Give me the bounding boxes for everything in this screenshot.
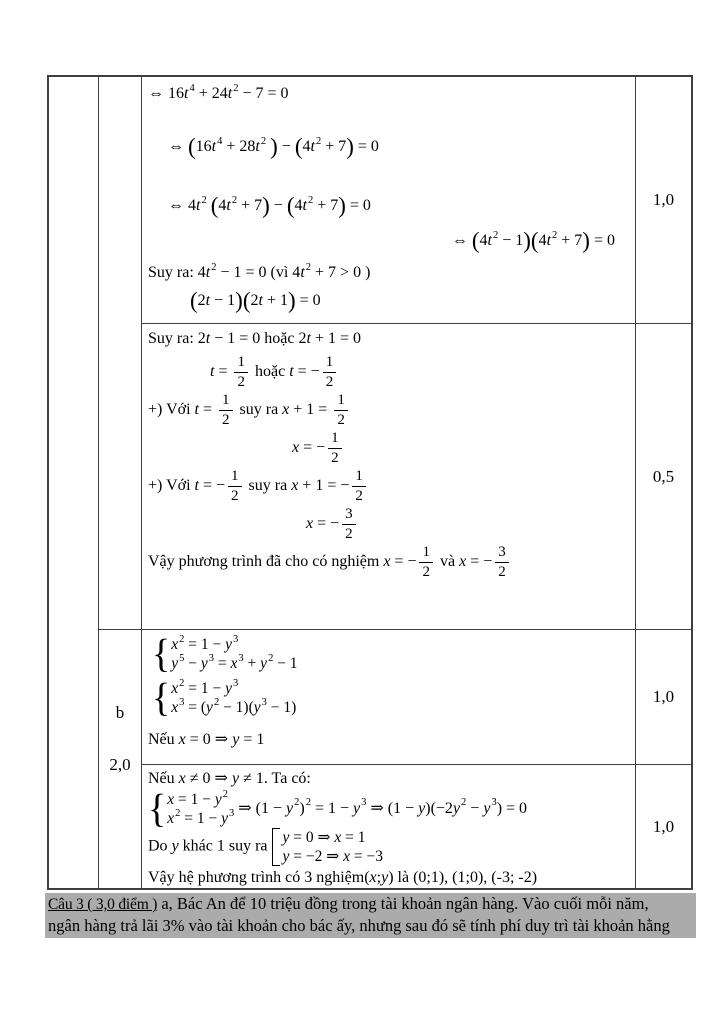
solution-line: [148, 328, 635, 350]
fraction: [342, 506, 356, 542]
math-fragment: 3: [238, 652, 244, 664]
math-fragment: 2: [492, 229, 499, 241]
math-fragment: t: [226, 197, 231, 214]
solution-line: [148, 262, 635, 284]
score-value: 0,5: [652, 466, 675, 486]
solution-line: [168, 194, 635, 217]
solution-line: [148, 468, 635, 504]
math-text: x = − $\frac{1}{2}$: [292, 439, 345, 456]
math-fragment: 1: [334, 392, 348, 411]
math-fragment: 2: [231, 194, 238, 206]
math-fragment: t: [205, 330, 211, 347]
math-fragment: 3: [361, 797, 367, 809]
math-fragment: y: [225, 636, 233, 653]
math-fragment: 2: [315, 135, 322, 147]
math-fragment: y: [418, 799, 426, 817]
question-3-text-1: a, Bác An để 10 triệu đồng trong tài khoản ngân hàng. Vào cuối mỗi năm,: [161, 894, 649, 913]
score-value: 1,0: [652, 190, 675, 209]
solution-line: [190, 289, 635, 312]
math-fragment: x: [178, 731, 186, 748]
math-fragment: y: [214, 791, 222, 808]
brace-symbol: {: [148, 786, 167, 831]
math-fragment: (: [188, 134, 196, 159]
math-fragment: 1: [352, 468, 366, 487]
math-fragment: ): [338, 193, 346, 218]
math-text: ⇔ $16t^4 + 24t^2 - 7 = 0$: [148, 82, 289, 102]
math-fragment: [283, 828, 384, 866]
math-fragment: y: [231, 770, 240, 787]
math-fragment: 3: [342, 506, 356, 525]
math-fragment: 2: [175, 807, 181, 819]
math-fragment: t: [194, 476, 199, 494]
math-fragment: 3: [495, 544, 509, 563]
fraction: [228, 468, 242, 504]
math-fragment: t: [487, 232, 492, 249]
math-fragment: x: [171, 680, 179, 697]
math-fragment: (: [471, 228, 480, 253]
math-fragment: y: [353, 799, 361, 817]
math-fragment: (: [286, 193, 295, 218]
math-fragment: 2: [345, 525, 353, 542]
math-fragment: 2: [325, 373, 334, 390]
solution-line: [148, 867, 635, 888]
math-text: ⇔ $(4t^2 - 1)(4t^2 + 7) = 0$: [451, 228, 615, 253]
math-fragment: 2: [201, 194, 207, 206]
math-fragment: 2: [237, 373, 245, 390]
math-fragment: x: [369, 869, 377, 886]
system-equation: $y^5 - y^3 = x^3 + y^2 - 1$: [171, 652, 298, 672]
math-fragment: y: [171, 837, 179, 855]
math-fragment: 2: [268, 652, 274, 664]
math-fragment: t: [289, 362, 294, 380]
math-text: +) Với t = $\frac{1}{2}$ suy ra x + 1 = $\frac{1}{2}$: [148, 401, 351, 418]
equation-system: [152, 675, 297, 720]
fraction: [419, 544, 433, 580]
math-fragment: ): [235, 288, 243, 313]
math-fragment: t: [255, 138, 260, 155]
math-text: Vậy phương trình đã cho có nghiệm x = − $\frac{1}{2}$ và x = − $\frac{3}{2}$: [148, 553, 512, 570]
part-label-cell: [99, 630, 142, 888]
math-fragment: x: [291, 476, 299, 494]
solution-line: [306, 506, 635, 542]
math-fragment: y: [221, 810, 229, 827]
math-fragment: x: [178, 770, 186, 787]
math-fragment: (: [190, 288, 198, 313]
math-fragment: t: [546, 232, 552, 249]
math-text: Suy ra: $4t^2 - 1 = 0$ (vì $4t^2 + 7 > 0$ ): [148, 261, 371, 281]
math-fragment: t: [300, 264, 305, 281]
math-fragment: 2: [222, 788, 229, 800]
math-fragment: 1: [419, 544, 433, 563]
math-fragment: y: [282, 829, 290, 846]
math-fragment: t: [258, 292, 263, 309]
solution-line: [210, 354, 635, 390]
math-fragment: x: [282, 400, 290, 418]
math-fragment: (: [210, 193, 219, 218]
math-fragment: y: [232, 731, 240, 748]
math-fragment: y: [452, 799, 461, 817]
math-fragment: 3: [233, 633, 239, 645]
solution-line: [148, 729, 635, 751]
solution-line: [152, 675, 635, 720]
system-equation: $x^2 = 1 - y^3$: [167, 807, 235, 827]
fraction: [234, 354, 248, 390]
math-text: Nếu x ≠ 0 ⇒ y ≠ 1. Ta có:: [148, 770, 311, 787]
math-fragment: t: [205, 292, 211, 309]
math-fragment: 2: [213, 696, 220, 708]
fraction: [328, 430, 342, 466]
math-fragment: 2: [498, 563, 506, 580]
math-fragment: 2: [294, 797, 300, 809]
math-text: Do y khác 1 suy ra: [148, 837, 272, 855]
brace-symbol: {: [152, 675, 171, 720]
math-fragment: 1: [234, 354, 248, 373]
math-fragment: 4: [217, 135, 223, 147]
math-fragment: ): [287, 288, 296, 313]
math-fragment: 3: [261, 696, 267, 708]
math-fragment: 2: [260, 135, 267, 147]
math-fragment: (: [294, 134, 303, 159]
solution-cell: [142, 77, 636, 324]
math-fragment: 2: [222, 411, 230, 428]
bracket-symbol: [272, 828, 280, 866]
math-fragment: y: [206, 699, 213, 716]
fraction: [495, 544, 509, 580]
math-fragment: 2: [305, 261, 312, 273]
equation-system: [152, 631, 298, 676]
score-cell: [636, 630, 691, 765]
math-fragment: 1: [328, 430, 342, 449]
math-fragment: t: [194, 400, 199, 418]
solution-line: [148, 786, 635, 831]
math-fragment: 4: [189, 82, 195, 94]
question-3-statement: [45, 893, 696, 938]
math-fragment: x: [171, 636, 179, 653]
stt-column-cell: [49, 77, 99, 888]
math-fragment: 2: [337, 411, 345, 428]
math-fragment: ): [262, 193, 270, 218]
math-fragment: t: [210, 362, 215, 380]
math-fragment: 2: [355, 487, 363, 504]
math-text: Vậy hệ phương trình có 3 nghiệm(x;y) là (0;1), (1;0), (-3; -2): [148, 869, 538, 886]
math-fragment: y: [286, 799, 294, 817]
part-column-empty-cell: [99, 77, 142, 630]
bracket-cases: [272, 828, 384, 866]
math-fragment: x: [171, 699, 179, 716]
math-fragment: (: [242, 288, 251, 313]
math-fragment: 5: [179, 652, 185, 664]
math-text: Suy ra: 2t − 1 = 0 hoặc 2t + 1 = 0: [148, 330, 361, 347]
math-fragment: x: [167, 791, 175, 808]
math-fragment: 2: [422, 563, 430, 580]
math-fragment: y: [282, 848, 290, 865]
math-fragment: 2: [305, 797, 311, 809]
math-fragment: x: [334, 829, 342, 846]
math-fragment: ): [346, 134, 354, 159]
math-fragment: x: [292, 438, 300, 456]
solution-line: [168, 135, 635, 158]
math-fragment: y: [260, 655, 268, 672]
math-fragment: x: [459, 552, 467, 570]
solution-line: [148, 768, 635, 790]
math-fragment: [167, 790, 234, 828]
system-equation: $x = 1 - y^2$: [167, 788, 229, 808]
math-fragment: t: [205, 264, 211, 281]
math-fragment: 3: [208, 652, 215, 664]
math-fragment: 3: [491, 797, 497, 809]
math-fragment: 2: [179, 633, 185, 645]
math-fragment: y: [225, 680, 233, 697]
system-equation: $x^3 = (y^2 - 1)(y^3 - 1)$: [171, 696, 297, 716]
fraction: [334, 392, 348, 428]
question-3-label: Câu 3 ( 3,0 điểm ): [48, 896, 158, 913]
solution-cell: [142, 324, 636, 630]
math-fragment: 2: [552, 229, 558, 241]
math-fragment: 2: [179, 677, 185, 689]
solution-line: [152, 631, 635, 676]
math-fragment: t: [196, 197, 201, 214]
solution-line: [148, 544, 635, 580]
question-3-text-2: ngân hàng trả lãi 3% vào tài khoản cho bác ấy, nhưng sau đó sẽ tính phí duy trì tài khoản hằng: [48, 915, 670, 935]
answer-table: [47, 75, 693, 890]
score-cell: [636, 765, 691, 888]
math-fragment: [171, 635, 297, 673]
math-fragment: y: [200, 655, 208, 672]
math-text: ⇔ $4t^2$ $(4t^2 + 7) - (4t^2 + 7) = 0$: [168, 193, 371, 218]
math-fragment: t: [302, 197, 307, 214]
math-fragment: ): [582, 228, 590, 253]
score-value: 1,0: [652, 816, 675, 836]
math-fragment: x: [306, 514, 314, 532]
math-fragment: 2: [331, 449, 339, 466]
math-fragment: 3: [233, 677, 239, 689]
math-fragment: x: [167, 810, 175, 827]
math-fragment: t: [184, 85, 189, 102]
solution-line: [148, 83, 635, 105]
math-fragment: x: [343, 848, 351, 865]
math-text: ⇔ ($16t^4 + 28t^2$ ) − $(4t^2 + 7) = 0$: [168, 134, 379, 159]
part-b-label: b: [115, 703, 125, 722]
math-fragment: t: [211, 138, 217, 155]
math-fragment: y: [483, 799, 491, 817]
system-equation: y = −2 ⇒ x = −3: [282, 848, 384, 865]
math-fragment: t: [306, 330, 311, 347]
score-value: 1,0: [652, 687, 675, 706]
math-text: ⇒ $(1 - y^2)^2 = 1 - y^3$ ⇒ $(1 - y)(-2y^2 - y^3) = 0$: [234, 797, 528, 817]
math-text: Nếu x = 0 ⇒ y = 1: [148, 731, 265, 748]
math-fragment: t: [310, 138, 315, 155]
math-fragment: 2: [233, 82, 239, 94]
solution-line: [142, 229, 615, 252]
solution-cell: [142, 630, 636, 765]
math-text: +) Với t = − $\frac{1}{2}$ suy ra x + 1 = − $\frac{1}{2}$: [148, 477, 369, 494]
math-fragment: 2: [231, 487, 239, 504]
math-text: t = $\frac{1}{2}$ hoặc t = − $\frac{1}{2}$: [210, 363, 339, 380]
equation-system: [148, 786, 235, 831]
system-equation: $x^2 = 1 - y^3$: [171, 677, 239, 697]
math-fragment: 1: [323, 354, 337, 373]
system-equation: y = 0 ⇒ x = 1: [282, 829, 366, 846]
math-fragment: y: [381, 869, 389, 886]
solution-cell: [142, 765, 636, 888]
math-fragment: 3: [179, 696, 185, 708]
math-fragment: 2: [211, 261, 217, 273]
math-fragment: 2: [307, 194, 314, 206]
part-b-score: 2,0: [109, 755, 131, 774]
brace-symbol: {: [152, 631, 171, 676]
fraction: [323, 354, 337, 390]
solution-line: [292, 430, 635, 466]
math-fragment: (: [530, 228, 539, 253]
math-fragment: y: [253, 699, 261, 716]
solution-line: [148, 392, 635, 428]
solution-line: [148, 828, 635, 866]
fraction: [219, 392, 233, 428]
system-equation: $x^2 = 1 - y^3$: [171, 633, 239, 653]
math-fragment: [171, 679, 296, 717]
math-fragment: ): [270, 134, 278, 159]
math-fragment: t: [227, 85, 233, 102]
math-text: (2t − 1)(2t + 1) = 0: [190, 288, 321, 313]
math-fragment: x: [383, 552, 391, 570]
score-cell: [636, 77, 691, 324]
math-fragment: 3: [229, 807, 235, 819]
math-fragment: x: [230, 655, 238, 672]
fraction: [352, 468, 366, 504]
math-fragment: ): [523, 228, 531, 253]
math-fragment: 1: [219, 392, 233, 411]
math-text: x = − $\frac{3}{2}$: [306, 515, 359, 532]
math-fragment: y: [171, 655, 179, 672]
math-fragment: 2: [461, 797, 467, 809]
math-fragment: 1: [228, 468, 242, 487]
score-cell: [636, 324, 691, 630]
question-3-line-1: [48, 894, 693, 916]
